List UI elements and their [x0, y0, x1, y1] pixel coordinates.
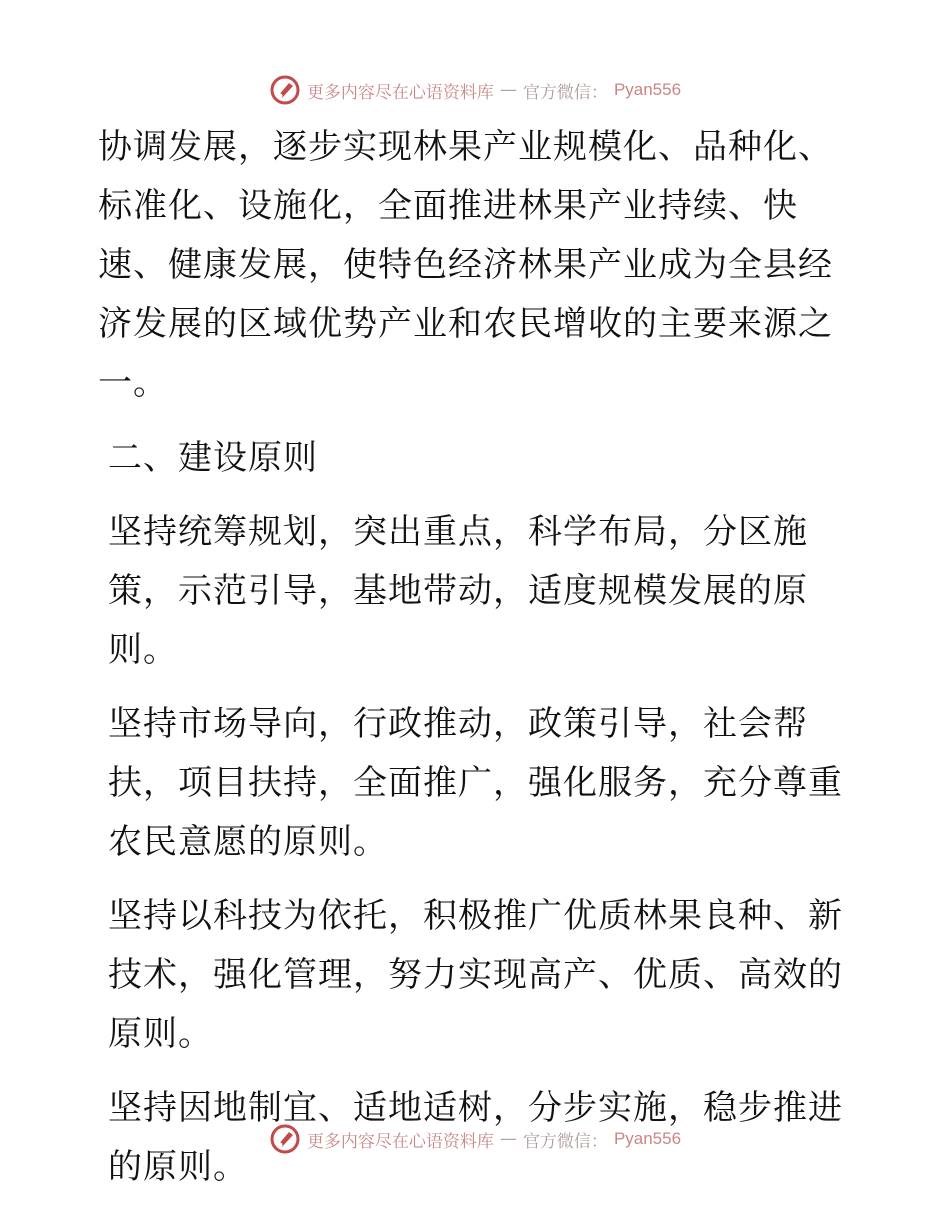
watermark-main-text: 更多内容尽在心语资料库 [306, 1131, 494, 1152]
paragraph-principle-market: 坚持市场导向，行政推动，政策引导，社会帮扶，项目扶持，全面推广，强化服务，充分尊重农民意愿的原则。 [108, 704, 843, 862]
header-watermark [0, 70, 950, 110]
watermark-wechat-label: 官方微信： [522, 82, 608, 103]
paragraph-goal: 协调发展，逐步实现林果产业规模化、品种化、标准化、设施化，全面推进林果产业持续、快速、健康发展，使特色经济林果产业成为全县经济发展的区域优势产业和农民增收的主要来源之一。 [98, 127, 833, 403]
watermark-main-text: 更多内容尽在心语资料库 [306, 82, 494, 103]
paragraph-principle-technology: 坚持以科技为依托，积极推广优质林果良种、新技术，强化管理，努力实现高产、优质、高效的原则。 [108, 896, 843, 1054]
document-body [98, 118, 858, 1212]
brand-logo-icon [269, 1123, 301, 1155]
watermark-separator: — [499, 1129, 517, 1149]
brand-logo-icon [269, 74, 301, 106]
section-heading-principles: 二、建设原则 [108, 438, 318, 478]
watermark-wechat-label: 官方微信： [522, 1131, 608, 1152]
paragraph-principle-planning: 坚持统筹规划，突出重点，科学布局，分区施策，示范引导，基地带动，适度规模发展的原则。 [108, 512, 808, 670]
watermark-separator: — [499, 80, 517, 100]
watermark-wechat-id: Pyan556 [613, 1129, 682, 1148]
footer-watermark [0, 1119, 950, 1159]
watermark-wechat-id: Pyan556 [613, 80, 682, 99]
paragraph-principle-local: 坚持因地制宜、适地适树，分步实施，稳步推进的原则。 [108, 1088, 843, 1187]
